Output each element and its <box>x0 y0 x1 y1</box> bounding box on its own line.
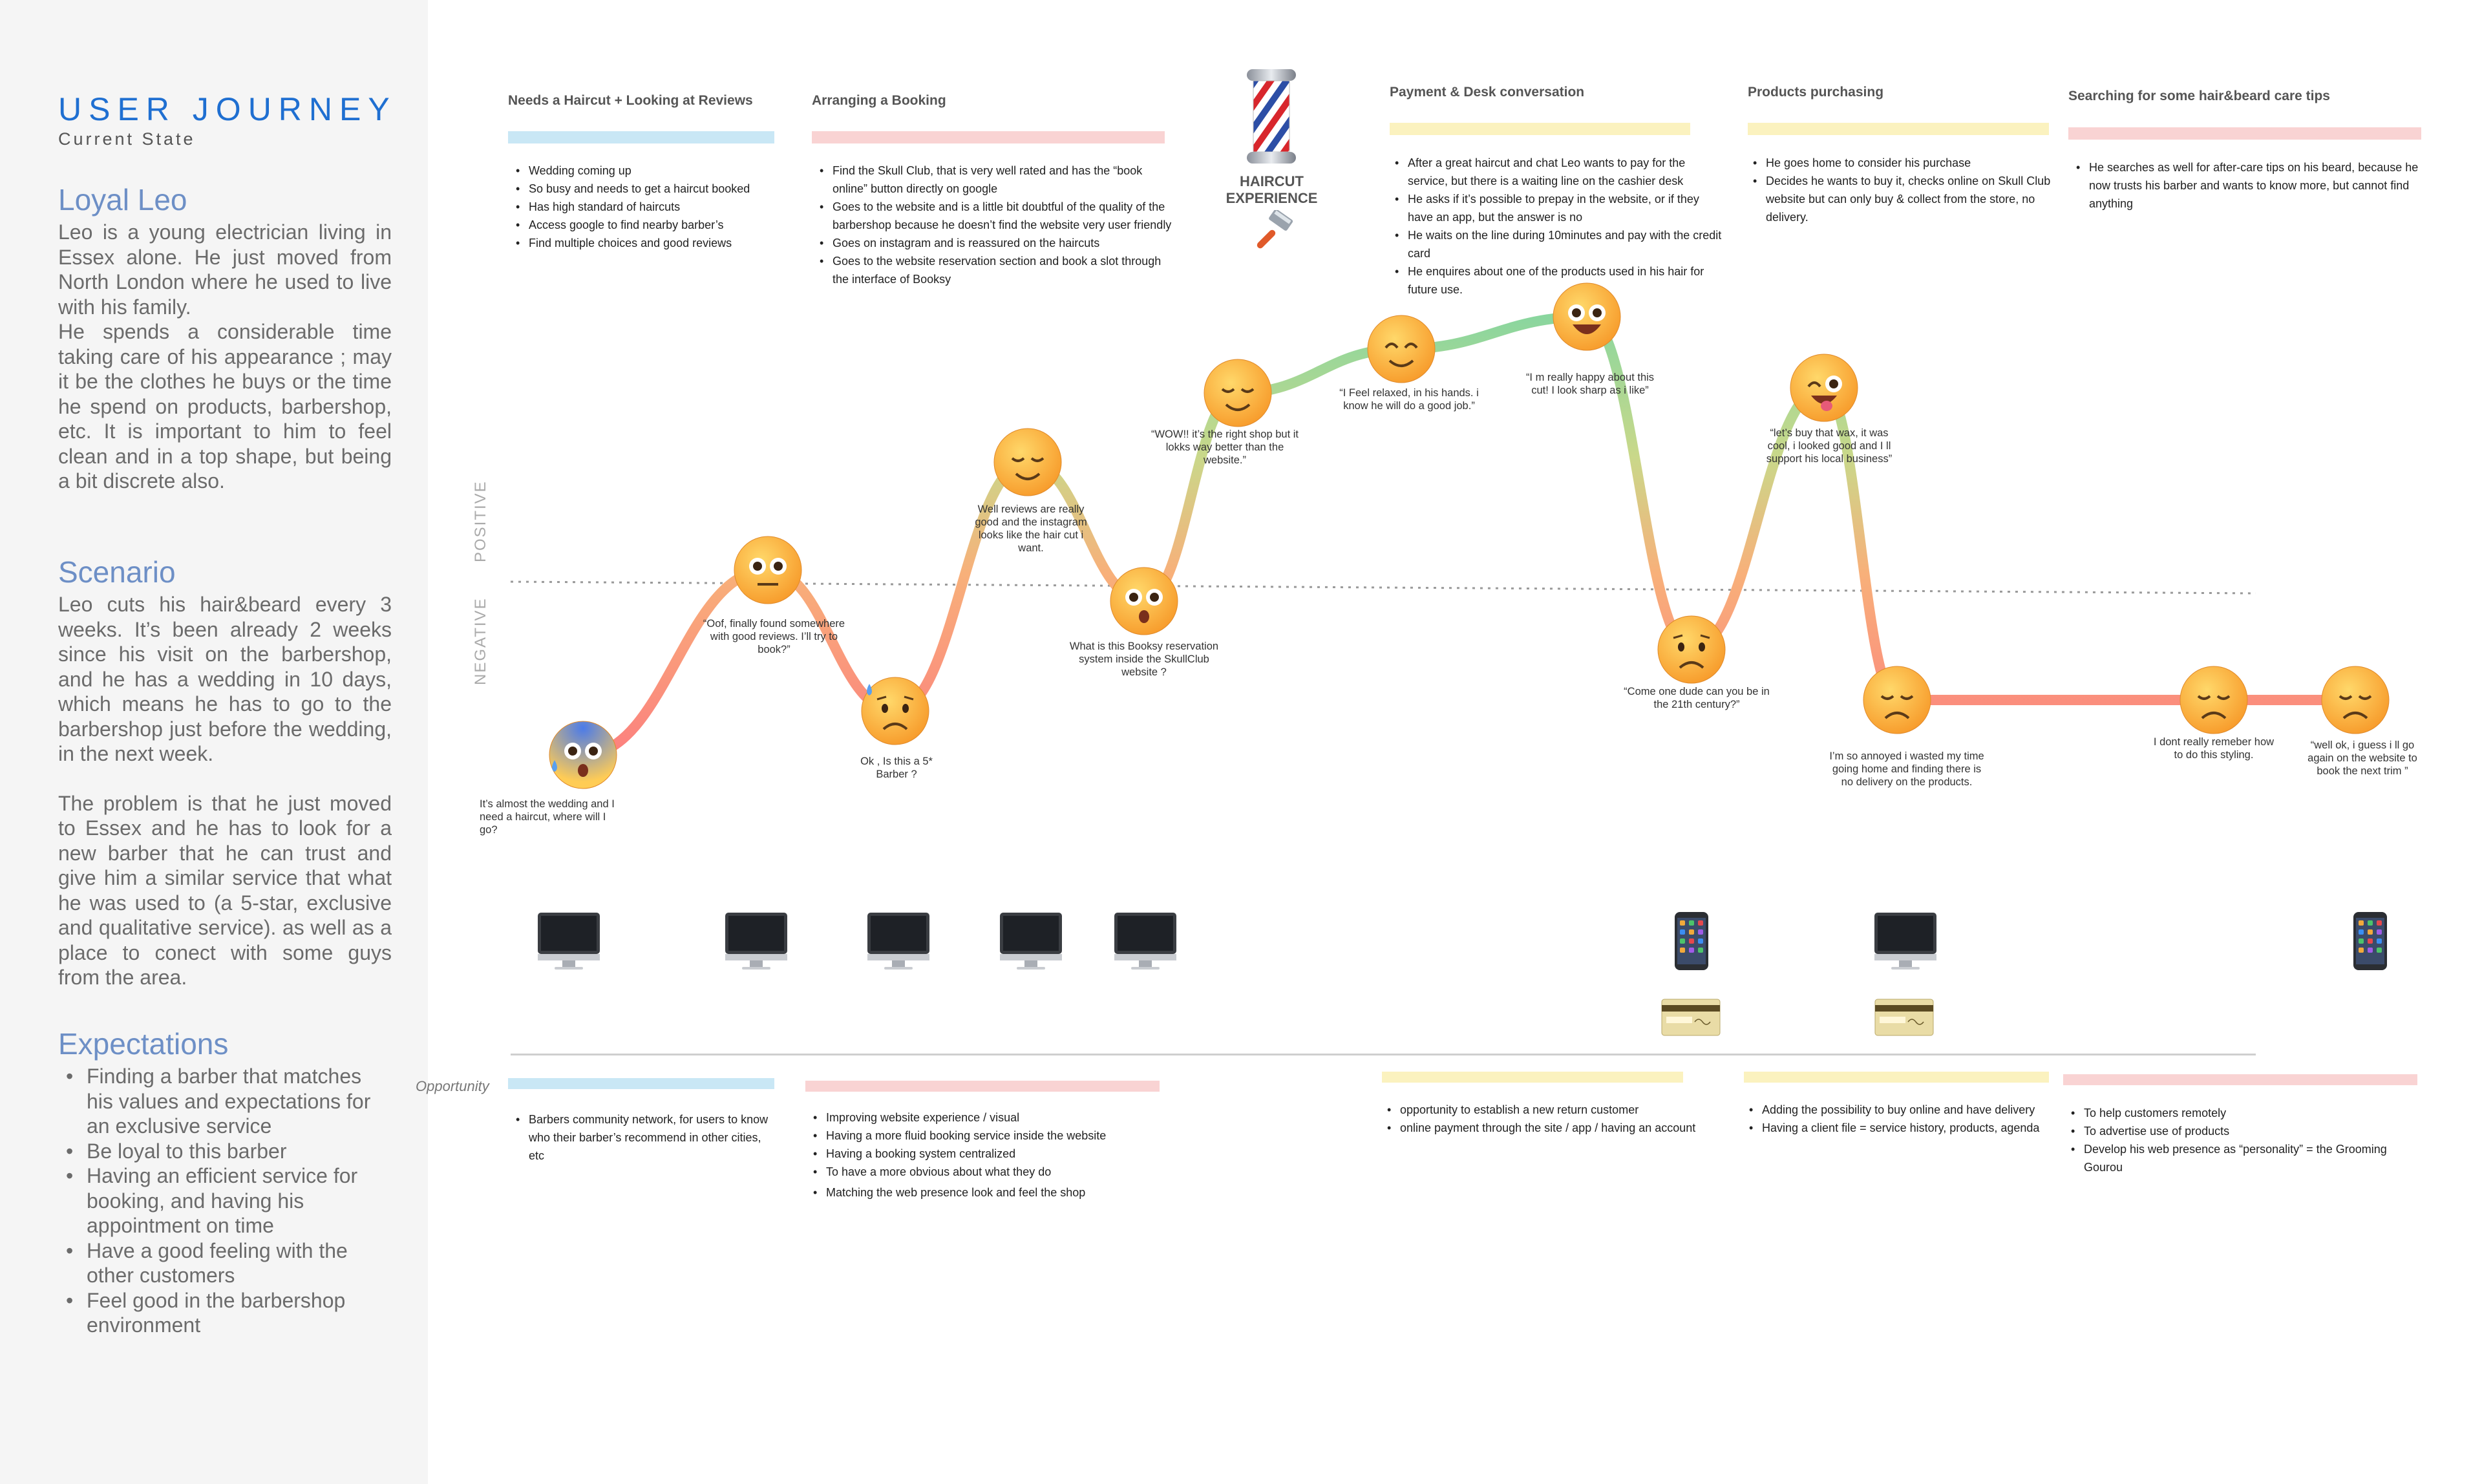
expectation-item: • Be loyal to this barber <box>58 1139 392 1164</box>
moment-caption: I dont really remeber how to do this styling. <box>2153 736 2275 761</box>
opportunity-item: • To advertise use of products <box>2066 1122 2428 1140</box>
desktop-icon <box>1873 911 1938 971</box>
phone-icon <box>1674 911 1709 971</box>
page-subtitle: Current State <box>58 129 196 149</box>
opportunity-item: • Having a client file = service history, products, agenda <box>1744 1119 2074 1137</box>
opportunity-notes-website <box>808 1108 1170 1202</box>
stage-note: • Goes to the website reservation section and book a slot through the interface of Booksy <box>814 252 1173 288</box>
moment-caption: I’m so annoyed i wasted my time going home and finding there is no delivery on the products. <box>1829 750 1984 788</box>
opportunity-label: Opportunity <box>416 1078 489 1094</box>
expectation-item: • Finding a barber that matches his values and expectations for an exclusive service <box>58 1064 392 1139</box>
opportunity-item: • opportunity to establish a new return customer <box>1382 1101 1699 1119</box>
stage-note: • Decides he wants to buy it, checks online on Skull Club website but can only buy & collect from the store, no delivery. <box>1748 172 2064 226</box>
opportunity-bar <box>805 1081 1160 1092</box>
emotion-marker-disappointed <box>2322 666 2389 734</box>
moment-caption: Well reviews are really good and the instagram looks like the hair cut i want. <box>975 504 1087 554</box>
opportunity-bar <box>2063 1074 2417 1085</box>
emotion-marker-anxious <box>549 721 617 789</box>
moment-caption: “I m really happy about this cut! I look sharp as i like” <box>1525 372 1655 396</box>
opportunity-notes-products <box>1744 1101 2074 1137</box>
desktop-icon <box>536 911 601 971</box>
expectation-item: • Having an efficient service for booking, and having his appointment on time <box>58 1163 392 1238</box>
stage-note: • He goes home to consider his purchase <box>1748 154 2064 172</box>
moment-caption: “Oof, finally found somewhere with good reviews. I’ll try to book?” <box>703 618 845 655</box>
moment-caption: It’s almost the wedding and I need a haircut, where will I go? <box>480 798 615 836</box>
stage-note: • Goes to the website and is a little bit doubtful of the quality of the barbershop because he doesn’t find the website very user friendly <box>814 198 1173 234</box>
opportunity-bar <box>508 1078 774 1089</box>
credit-card-icon <box>1661 999 1721 1036</box>
stage-title-products: Products purchasing <box>1748 85 1884 100</box>
opportunity-notes-payment <box>1382 1101 1699 1137</box>
emotion-marker-winking <box>1790 354 1858 421</box>
moment-caption: “well ok, i guess i ll go again on the website to book the next trim ” <box>2307 739 2417 777</box>
stage-note: • After a great haircut and chat Leo wants to pay for the service, but there is a waiting line on the cashier desk <box>1390 154 1726 190</box>
emotion-marker-grinning <box>1553 283 1620 350</box>
credit-card-icon <box>1874 999 1934 1036</box>
opportunity-bar <box>1382 1072 1683 1083</box>
opportunity-item: • online payment through the site / app / having an account <box>1382 1119 1699 1137</box>
stage-note: • So busy and needs to get a haircut booked <box>511 180 789 198</box>
stage-title-tips: Searching for some hair&beard care tips <box>2068 89 2330 103</box>
emotion-marker-frowning <box>1658 616 1725 683</box>
opportunity-item: • Having a more fluid booking service inside the website <box>808 1127 1170 1145</box>
moment-caption: What is this Booksy reservation system inside the SkullClub website ? <box>1069 641 1219 678</box>
moment-caption: “Come one dude can you be in the 21th century?” <box>1624 686 1770 710</box>
opportunity-item: • To have a more obvious about what they do <box>808 1163 1170 1181</box>
moment-caption: “WOW!! it’s the right shop but it lokks way better than the website.” <box>1151 429 1299 466</box>
desktop-icon <box>724 911 789 971</box>
opportunity-bar <box>1744 1072 2049 1083</box>
stage-note: • He enquires about one of the products used in his hair for future use. <box>1390 262 1726 299</box>
stage-note: • Wedding coming up <box>511 162 789 180</box>
moment-caption: Ok , Is this a 5* Barber ? <box>860 756 933 780</box>
emotion-marker-neutral <box>734 536 801 604</box>
emotion-marker-disappointed <box>2180 666 2247 734</box>
persona-description: Leo is a young electrician living in Essex alone. He just moved from North London where he used to live with his family. He spends a considerable time taking care of his appearance ; may it be the clothes he buys or the time he spend on products, barbershop, etc. It is important to him to feel clean and in a top shape, but being a bit discrete also. <box>58 220 392 493</box>
moment-caption: “let’s buy that wax, it was cool, i looked good and I ll support his local business” <box>1766 427 1893 465</box>
stage-note: • Access google to find nearby barber’s <box>511 216 789 234</box>
stage-title-reviews: Needs a Haircut + Looking at Reviews <box>508 93 753 108</box>
expectations-heading: Expectations <box>58 1027 229 1061</box>
phone-icon <box>2353 911 2388 971</box>
haircut-label-line2: EXPERIENCE <box>1225 190 1318 206</box>
emotion-markers <box>549 283 2389 789</box>
stage-note: • He waits on the line during 10minutes and pay with the credit card <box>1390 226 1726 262</box>
desktop-icon <box>999 911 1063 971</box>
emotion-line <box>583 317 2355 755</box>
stage-note: • He asks if it’s possible to prepay in the website, or if they have an app, but the answer is no <box>1390 190 1726 226</box>
page-title: USER JOURNEY <box>58 91 397 127</box>
opportunity-item: • To help customers remotely <box>2066 1104 2428 1122</box>
scenario-heading: Scenario <box>58 555 176 589</box>
stage-note: • He searches as well for after-care tips on his beard, because he now trusts his barber and wants to know more, but cannot find anything <box>2071 158 2430 213</box>
stage-title-booking: Arranging a Booking <box>812 93 946 108</box>
scenario-paragraph-2: The problem is that he just moved to Essex and he has to look for a new barber that he can trust and give him a similar service that what he was used to (a 5-star, exclusive and qualitative service). as well as a place to conect with some guys from the area. <box>58 791 398 989</box>
axis-positive-label: POSITIVE <box>472 480 489 562</box>
emotion-marker-sad-sweat <box>862 677 929 745</box>
scenario-paragraph-1: Leo cuts his hair&beard every 3 weeks. It’s been already 2 weeks since his visit on the barbershop, and he has a wedding in 10 days, which means he has to go to the barbershop just before the wedding, in the next week. <box>58 593 398 765</box>
persona-name: Loyal Leo <box>58 183 187 217</box>
opportunity-item: • Matching the web presence look and feel the shop <box>808 1183 1170 1202</box>
emotion-marker-content <box>1204 359 1271 427</box>
expectation-item: • Feel good in the barbershop environment <box>58 1288 392 1338</box>
desktop-icon <box>866 911 931 971</box>
axis-negative-label: NEGATIVE <box>472 597 489 685</box>
opportunity-item: • Adding the possibility to buy online and have delivery <box>1744 1101 2074 1119</box>
moment-caption: “I Feel relaxed, in his hands. i know he will do a good job.” <box>1339 387 1479 412</box>
opportunity-notes-tips <box>2066 1104 2428 1176</box>
stage-note: • Has high standard of haircuts <box>511 198 789 216</box>
opportunity-divider <box>511 1054 2256 1055</box>
opportunity-item: • Develop his web presence as “personality” = the Grooming Gourou <box>2066 1140 2428 1176</box>
stage-note: • Goes on instagram and is reassured on the haircuts <box>814 234 1173 252</box>
haircut-label-line1: HAIRCUT <box>1240 173 1304 189</box>
emotion-marker-disappointed <box>1863 666 1931 734</box>
expectation-item: • Have a good feeling with the other customers <box>58 1238 392 1288</box>
opportunity-notes-community <box>511 1110 776 1165</box>
stage-note: • Find multiple choices and good reviews <box>511 234 789 252</box>
opportunity-item: • Improving website experience / visual <box>808 1108 1170 1127</box>
stage-title-payment: Payment & Desk conversation <box>1390 85 1585 100</box>
desktop-icon <box>1113 911 1178 971</box>
emotion-marker-surprised <box>1110 567 1178 635</box>
emotion-marker-smiling <box>1368 315 1435 383</box>
stage-note: • Find the Skull Club, that is very well rated and has the “book online” button directly on google <box>814 162 1173 198</box>
opportunity-item: • Having a booking system centralized <box>808 1145 1170 1163</box>
emotion-marker-relieved <box>994 429 1061 496</box>
opportunity-item: • Barbers community network, for users to know who their barber’s recommend in other cities, etc <box>511 1110 776 1165</box>
